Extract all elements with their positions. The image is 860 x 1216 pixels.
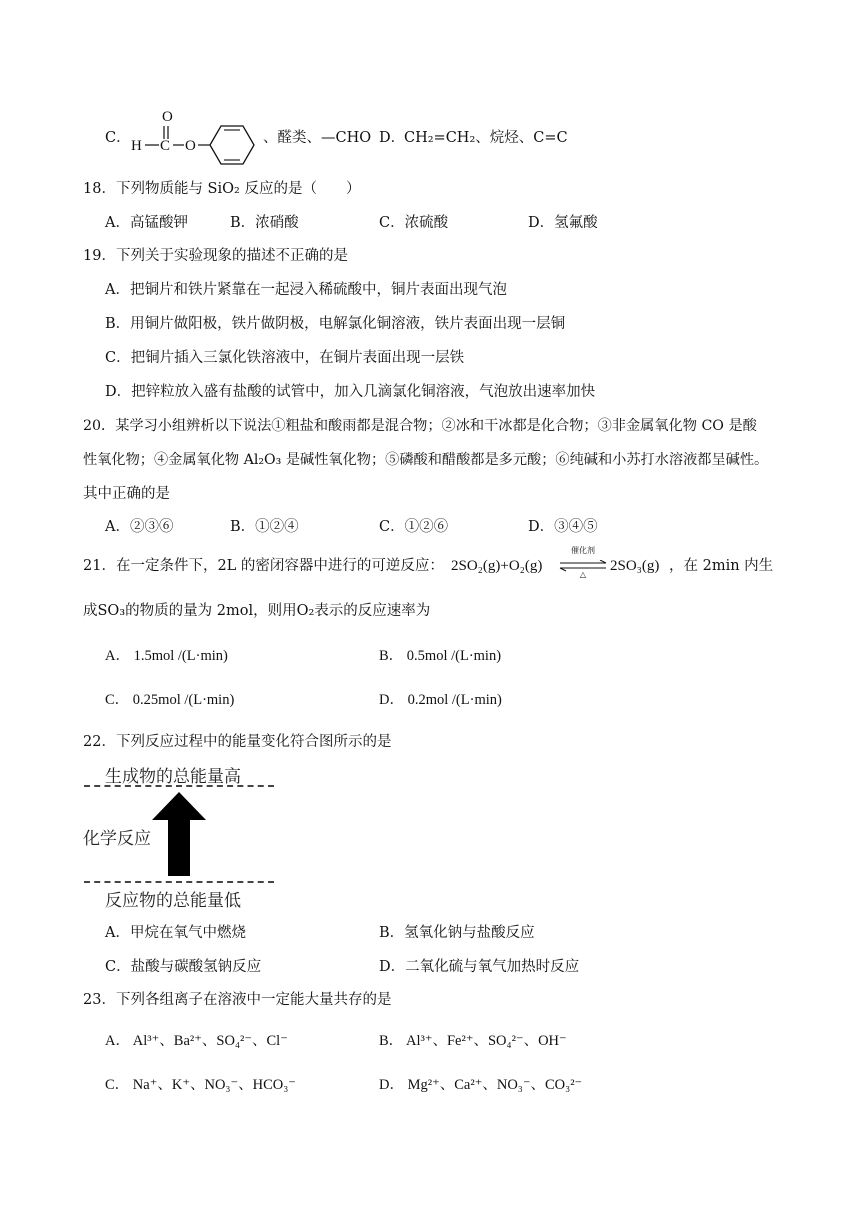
q21-reaction-right: 2SO₃(g) xyxy=(610,558,660,574)
q19-option-b: B．用铜片做阳极，铁片做阴极，电解氯化铜溶液，铁片表面出现一层铜 xyxy=(105,316,566,332)
q22-option-a: A．甲烷在氧气中燃烧 xyxy=(105,925,246,941)
q21-stem-pre: 21．在一定条件下，2L 的密闭容器中进行的可逆反应： xyxy=(83,558,444,574)
product-energy-line xyxy=(84,785,274,787)
hydrogen-atom: H xyxy=(131,138,142,154)
q17-option-d-label: D． xyxy=(379,130,406,146)
q21-stem-post: ，在 2min 内生 xyxy=(669,558,774,574)
q20-option-d: D．③④⑤ xyxy=(528,519,598,535)
q23-stem: 23．下列各组离子在溶液中一定能大量共存的是 xyxy=(83,992,392,1008)
q18-option-b: B．浓硝酸 xyxy=(230,215,299,231)
q20-stem-line3: 其中正确的是 xyxy=(83,486,170,502)
q21-option-a: A． 1.5mol /(L·min) xyxy=(105,648,228,664)
q18-option-d: D．氢氟酸 xyxy=(528,215,598,231)
q23-option-b: B． Al³⁺、Fe²⁺、SO₄²⁻、OH⁻ xyxy=(379,1033,567,1049)
phenyl-formate-structure xyxy=(128,104,262,168)
q23-option-d: D． Mg²⁺、Ca²⁺、NO₃⁻、CO₃²⁻ xyxy=(379,1077,583,1093)
q17-option-d-text: CH₂=CH₂、烷烃、C=C xyxy=(404,130,568,146)
q21-option-c: C． 0.25mol /(L·min) xyxy=(105,692,235,708)
q17-option-c-label: C． xyxy=(105,130,131,146)
q22-option-b: B．氢氧化钠与盐酸反应 xyxy=(379,925,535,941)
q20-option-c: C．①②⑥ xyxy=(379,519,449,535)
q23-option-a: A． Al³⁺、Ba²⁺、SO₄²⁻、Cl⁻ xyxy=(105,1033,288,1049)
q18-option-c: C．浓硫酸 xyxy=(379,215,449,231)
q18-stem: 18．下列物质能与 SiO₂ 反应的是（ ） xyxy=(83,181,361,197)
q21-stem-line2: 成SO₃的物质的量为 2mol，则用O₂表示的反应速率为 xyxy=(83,603,431,619)
q17-option-c-text: 、醛类、—CHO xyxy=(263,130,372,146)
q22-stem: 22．下列反应过程中的能量变化符合图所示的是 xyxy=(83,734,392,750)
heat-symbol: △ xyxy=(579,570,587,579)
q21-option-b: B． 0.5mol /(L·min) xyxy=(379,648,502,664)
q23-option-c: C． Na⁺、K⁺、NO₃⁻、HCO₃⁻ xyxy=(105,1077,296,1093)
q20-stem-line1: 20．某学习小组辨析以下说法①粗盐和酸雨都是混合物；②冰和干冰都是化合物；③非金属氧化物 CO 是酸 xyxy=(83,418,757,434)
q19-option-c: C．把铜片插入三氯化铁溶液中，在铜片表面出现一层铁 xyxy=(105,350,465,366)
up-arrow-icon xyxy=(150,790,208,878)
diagram-middle-label: 化学反应 xyxy=(83,829,151,849)
q22-option-c: C．盐酸与碳酸氢钠反应 xyxy=(105,959,262,975)
reactant-energy-line xyxy=(84,881,274,883)
q20-option-b: B．①②④ xyxy=(230,519,299,535)
q19-stem: 19．下列关于实验现象的描述不正确的是 xyxy=(83,248,348,264)
diagram-bottom-label: 反应物的总能量低 xyxy=(105,891,241,911)
q18-option-a: A．高锰酸钾 xyxy=(105,215,188,231)
carbon-atom: C xyxy=(160,138,171,154)
q21-option-d: D． 0.2mol /(L·min) xyxy=(379,692,502,708)
q20-stem-line2: 性氧化物；④金属氧化物 Al₂O₃ 是碱性氧化物；⑤磷酸和醋酸都是多元酸；⑥纯碱和小苏打水溶液都呈碱性。 xyxy=(83,452,769,468)
q22-option-d: D．二氧化硫与氧气加热时反应 xyxy=(379,959,580,975)
q21-reaction-left: 2SO₂(g)+O₂(g) xyxy=(451,558,543,574)
carbonyl-oxygen: O xyxy=(162,109,173,125)
q20-option-a: A．②③⑥ xyxy=(105,519,174,535)
diagram-top-label: 生成物的总能量高 xyxy=(105,767,241,787)
q19-option-d: D．把锌粒放入盛有盐酸的试管中，加入几滴氯化铜溶液，气泡放出速率加快 xyxy=(105,384,596,400)
q19-option-a: A．把铜片和铁片紧靠在一起浸入稀硫酸中，铜片表面出现气泡 xyxy=(105,282,507,298)
catalyst-label: 催化剂 xyxy=(571,546,595,555)
ester-oxygen: O xyxy=(185,138,196,154)
